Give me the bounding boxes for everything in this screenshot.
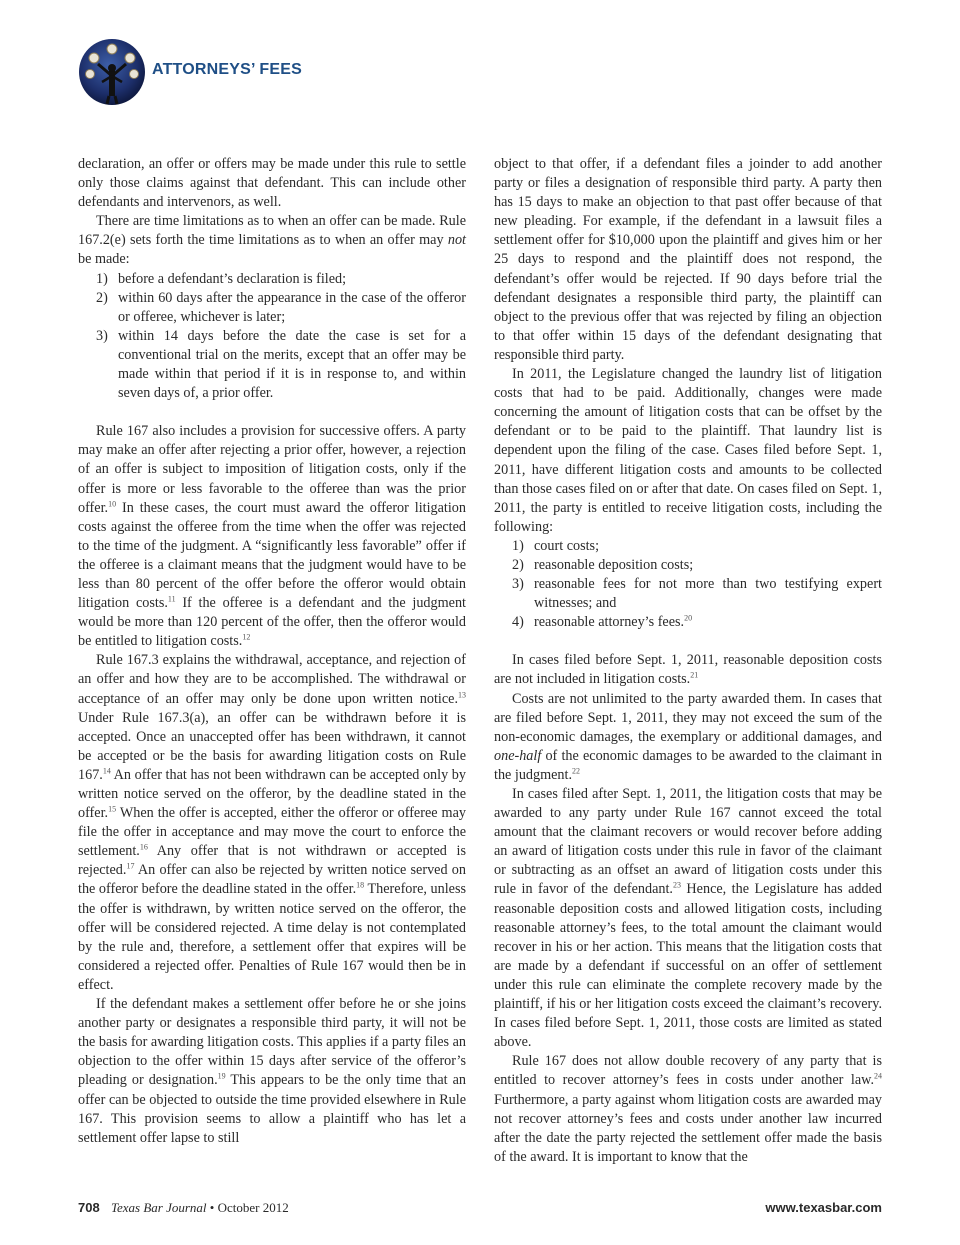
footnote-ref: 11 [167,594,176,604]
list-item: 1) court costs; [512,537,600,554]
paragraph: In cases filed after Sept. 1, 2011, the litigation costs that may be awarded to any party under Rule 167 cannot exceed the total amount that the claimant recovers or would recover before adding an award of litigation costs under this rule in favor of the claimant or subtracting as an offset an award of litigation costs under this rule in favor of the defendant.$^{23}$ Hence, the Legislature has added reasonable deposition costs and allowed litigation costs, including reasonable attorney’s fees, to the total amount the claimant would recover in his or her action. This means that the litigation costs that are made by a defendant if successful on an offer of settlement under this rule can eliminate the complete recovery made by the plaintiff, if his or her litigation costs exceed the claimant’s recovery. In cases filed before Sept. 1, 2011, those costs are limited as stated above. [494,786,882,1051]
paragraph: In 2011, the Legislature changed the laundry list of litigation costs that had to be paid. Additionally, changes were made concerning the amount of litigation costs that can be offset by the defendant or to be paid to the plaintiff. That laundry list is dependent upon the filing of the case. Cases filed before Sept. 1, 2011, have different litigation costs and amounts to be collected than those cases filed on or after that date. On cases filed on Sept. 1, 2011, the party is entitled to receive litigation costs, including the following: [494,366,882,535]
list-item: 1) before a defendant’s declaration is filed; [96,270,347,287]
litigation-costs-list [494,537,882,632]
paragraph: Rule 167 does not allow double recovery of any party that is entitled to recover attorney’s fees in costs under another law.$^{24}$ Furthermore, a party against whom litigation costs are awarded may not recover attorney’s fees and costs under another law incurred after the date the party rejected the settlement offer made the basis of the award. It is important to know that the [494,1053,882,1165]
footnote-ref: 12 [242,632,251,642]
issue-date: October 2012 [217,1200,289,1215]
journal-name: Texas Bar Journal [110,1200,207,1215]
list-item: 2) within 60 days after the appearance in the case of the offeror or offeree, whichever is later; [96,289,466,325]
paragraph: There are time limitations as to when an offer can be made. Rule 167.2(e) sets forth the time limitations as to when an offer may not be made: [78,213,466,268]
paragraph: Rule 167.3 explains the withdrawal, acceptance, and rejection of an offer and how they are to be accomplished. The withdrawal or acceptance of an offer may only be done upon written notice.$^{13}$ Under Rule 167.3(a), an offer can be withdrawn before it is accepted. Once an unaccepted offer has been withdrawn, it cannot be accepted or be the basis for awarding litigation costs on Rule 167.14 An offer that has not been withdrawn can be accepted only by written notice served on the offeror, by the deadline stated in the offer.$^{15}$ When the offer is accepted, either the offeror or offeree may file the offer in acceptance and may move the court to enforce the settlement.$^{16}$ Any offer that is not withdrawn or accepted is rejected.$^{17}$ An offer can also be rejected by written notice served on the offeror before the deadline stated in the offer.$^{18}$ Therefore, unless the offer is withdrawn, by written notice served on the offeror, the offer will be considered rejected. A time delay is not contemplated by the rule and, therefore, a settlement offer that expires will be considered a rejected offer. Penalties of Rule 167 would then be in effect. [78,652,466,993]
list-item: 3) reasonable fees for not more than two testifying expert witnesses; and [512,576,882,612]
footnote-ref: 13 [458,689,466,699]
footnote-ref: 16 [139,842,148,852]
section-title: ATTORNEYS’ FEES [152,61,302,78]
left-column [78,155,466,1148]
footnote-ref: 23 [672,880,681,890]
paragraph: Rule 167 also includes a provision for successive offers. A party may make an offer after rejecting a prior offer, however, a rejection of an offer is subject to imposition of litigation costs, only if the offer is more or less favorable to the offeree than was the prior offer.$^{10}$ In these cases, the court must award the offeror litigation costs against the offeree from the time when the offer was rejected to the time of the judgment. A “significantly less favorable” offer if the offeree is a claimant means that the judgment would have to be less than 80 percent of the offer before the offeror would obtain litigation costs.$^{11}$ If the offeree is a defendant and the judgment would be more than 120 percent of the offer, then the offeror would be entitled to litigation costs.$^{12}$ [78,423,466,650]
list-item: 4) reasonable attorney’s fees.$^{20}$ [512,613,693,631]
offer-time-limits-list [78,270,466,404]
paragraph: In cases filed before Sept. 1, 2011, reasonable deposition costs are not included in litigation costs.$^{21}$ [494,652,882,688]
footnote-ref: 19 [217,1071,226,1081]
list-item: 3) within 14 days before the date the case is set for a conventional trial on the merits, except that an offer may be made within that period if it is in response to, and within seven days of, a prior offer. [96,327,466,402]
footnote-ref: 17 [126,861,135,871]
page-footer [78,1200,289,1216]
footnote-ref: 10 [108,498,117,508]
paragraph: declaration, an offer or offers may be made under this rule to settle only those claims against that defendant. This can include other defendants and intervenors, as well. [78,156,466,211]
page-header [78,38,478,108]
footnote-ref: 24 [874,1071,882,1081]
website-link[interactable]: www.texasbar.com [765,1200,882,1215]
footer-separator: • [209,1200,215,1215]
footnote-ref: 21 [690,670,699,680]
list-item: 2) reasonable deposition costs; [512,556,694,573]
footnote-ref: 18 [356,880,365,890]
footnote-ref: 15 [108,804,117,814]
paragraph: object to that offer, if a defendant files a joinder to add another party or files a designation of responsible third party. A party then has 15 days to make an objection to that past offer because of that new pleading. For example, if the defendant in a lawsuit files a settlement offer for $10,000 upon the plaintiff and gives him or her 25 days to respond and the plaintiff does not respond, the defendant’s offer would be rejected. If 90 days before trial the defendant designates a responsible third party, the plaintiff can object to the previous offer that was rejected by filing an objection to that offer within 15 days of the defendant designating that responsible third party. [494,156,882,363]
footnote-ref: 20 [684,613,693,623]
paragraph: Costs are not unlimited to the party awarded them. In cases that are filed before Sept. 1, 2011, they may not exceed the sum of the non-economic damages, the exemplary or additional damages, and one-half of the economic damages to be awarded to the claimant in the judgment.$^{22}$ [494,690,882,783]
footnote-ref: 14 [102,766,111,776]
page-number: 708 [78,1200,100,1215]
paragraph: If the defendant makes a settlement offer before he or she joins another party or designates a responsible third party, it will not be the basis for awarding litigation costs. This applies if a party files an objection to the offer within 15 days after service of the offeror’s pleading or designation.$^{19}$ This appears to be the only time that an offer can be objected to outside the time provided elsewhere in Rule 167. This provision seems to allow a plaintiff who has let a settlement offer lapse to still [78,996,466,1146]
footnote-ref: 22 [572,766,581,776]
juggler-clocks-icon [78,38,146,106]
right-column [494,155,882,1167]
